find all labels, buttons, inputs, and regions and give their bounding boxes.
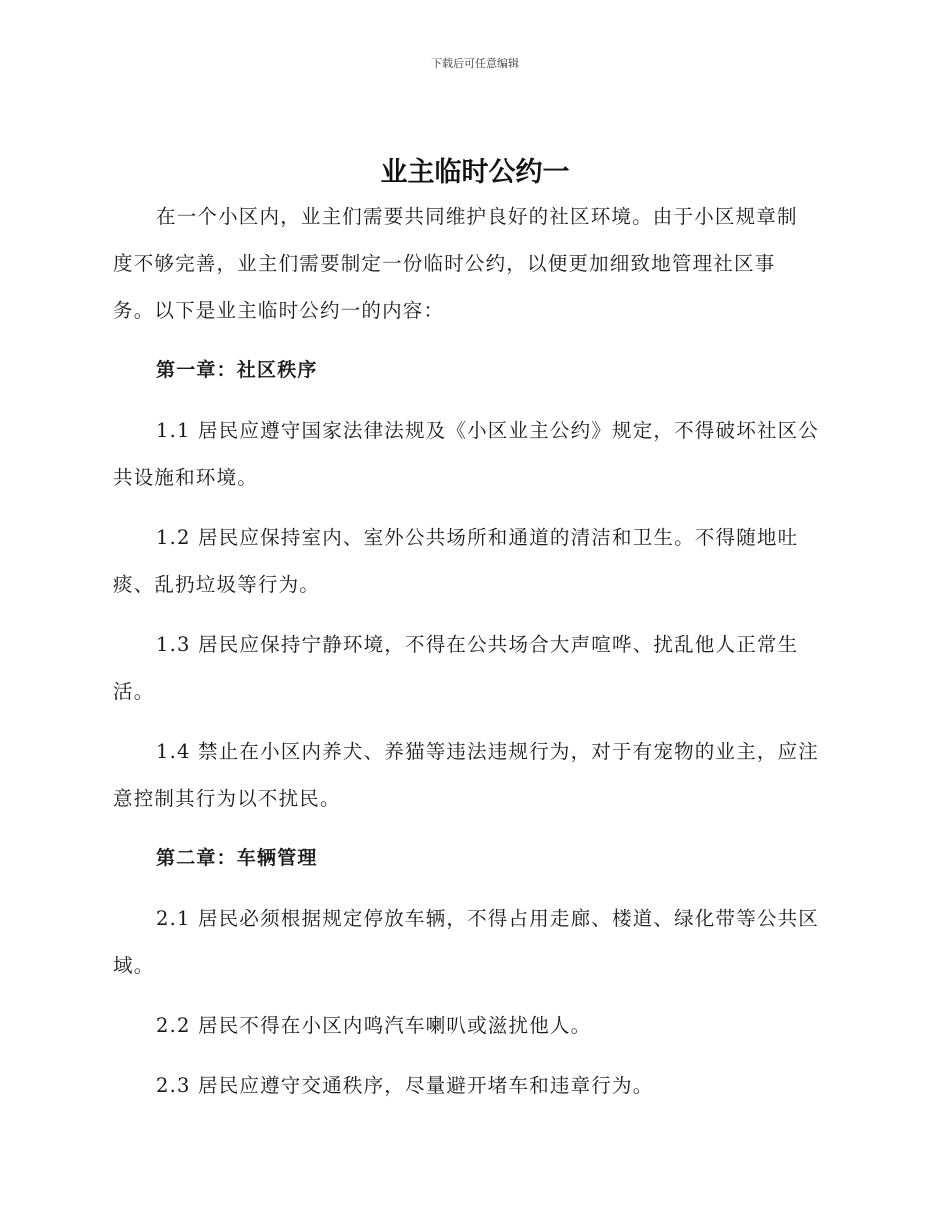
chapter-2-heading: 第二章：车辆管理	[156, 847, 318, 869]
clause-1-2: 1.2 居民应保持室内、室外公共场所和通道的清洁和卫生。不得随地吐痰、乱扔垃圾等行为。	[113, 526, 799, 596]
clause-2-3: 2.3 居民应遵守交通秩序，尽量避开堵车和违章行为。	[156, 1074, 654, 1097]
intro-line: 在一个小区内，业主们需要共同维护良好的社区环境。由于小区规章制	[156, 205, 798, 228]
clause-2-2: 2.2 居民不得在小区内鸣汽车喇叭或滋扰他人。	[156, 1014, 592, 1037]
clause-2-1: 2.1 居民必须根据规定停放车辆，不得占用走廊、楼道、绿化带等公共区域。	[113, 907, 820, 977]
clause-1-3: 1.3 居民应保持宁静环境，不得在公共场合大声喧哗、扰乱他人正常生活。	[113, 633, 799, 703]
intro-paragraph	[113, 193, 839, 334]
intro-line: 务。以下是业主临时公约一的内容：	[113, 299, 445, 322]
intro-line: 度不够完善，业主们需要制定一份临时公约，以便更加细致地管理社区事	[113, 252, 776, 275]
document-title: 业主临时公约一	[380, 157, 570, 188]
chapter-1-heading: 第一章：社区秩序	[156, 359, 318, 381]
clause-1-4: 1.4 禁止在小区内养犬、养猫等违法违规行为，对于有宠物的业主，应注意控制其行为以不扰民。	[113, 740, 820, 810]
clause-1-1: 1.1 居民应遵守国家法律法规及《小区业主公约》规定，不得破坏社区公共设施和环境。	[113, 419, 820, 489]
document-body	[113, 193, 839, 1122]
header-note: 下载后可任意编辑	[431, 57, 519, 70]
